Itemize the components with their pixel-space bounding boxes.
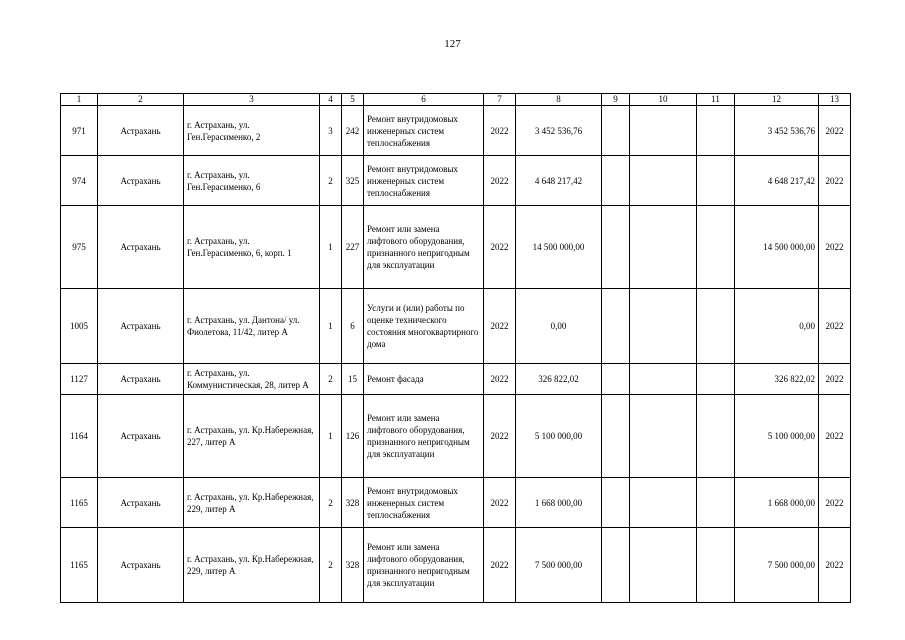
- cell-year: 2022: [484, 289, 516, 364]
- cell-apartments: 227: [342, 206, 364, 289]
- cell-number: 1164: [61, 395, 98, 478]
- cell-address: г. Астрахань, ул. Дантона/ ул. Фиолетова, 11/42, литер А: [184, 289, 320, 364]
- cell-end-year: 2022: [819, 528, 851, 603]
- cell-floors: 2: [320, 364, 342, 395]
- cell-col11: [697, 106, 735, 156]
- cell-apartments: 126: [342, 395, 364, 478]
- cell-number: 1127: [61, 364, 98, 395]
- column-header: 12: [735, 94, 819, 106]
- cell-total: 5 100 000,00: [735, 395, 819, 478]
- cell-apartments: 328: [342, 478, 364, 528]
- cell-floors: 3: [320, 106, 342, 156]
- cell-col11: [697, 395, 735, 478]
- cell-number: 1005: [61, 289, 98, 364]
- cell-address: г. Астрахань, ул. Кр.Набережная, 229, литер А: [184, 478, 320, 528]
- cell-end-year: 2022: [819, 289, 851, 364]
- column-header: 10: [630, 94, 697, 106]
- cell-col10: [630, 478, 697, 528]
- cell-total: 326 822,02: [735, 364, 819, 395]
- cell-year: 2022: [484, 478, 516, 528]
- cell-col10: [630, 106, 697, 156]
- page-number: 127: [444, 38, 461, 50]
- cell-col9: [602, 364, 630, 395]
- cell-apartments: 242: [342, 106, 364, 156]
- cell-col10: [630, 395, 697, 478]
- cell-floors: 2: [320, 478, 342, 528]
- cell-col11: [697, 478, 735, 528]
- cell-year: 2022: [484, 206, 516, 289]
- cell-locality: Астрахань: [98, 364, 184, 395]
- table-row: [61, 364, 851, 395]
- cell-total: 0,00: [735, 289, 819, 364]
- cell-work-type: Ремонт или замена лифтового оборудования, признанного непригодным для эксплуатации: [364, 206, 484, 289]
- cell-work-type: Ремонт внутридомовых инженерных систем теплоснабжения: [364, 156, 484, 206]
- column-header: 2: [98, 94, 184, 106]
- table-row: [61, 106, 851, 156]
- cell-cost: 1 668 000,00: [516, 478, 602, 528]
- cell-locality: Астрахань: [98, 206, 184, 289]
- cell-col10: [630, 528, 697, 603]
- column-header: 6: [364, 94, 484, 106]
- cell-address: г. Астрахань, ул. Ген.Герасименко, 6: [184, 156, 320, 206]
- cell-locality: Астрахань: [98, 289, 184, 364]
- cell-floors: 1: [320, 206, 342, 289]
- column-header: 5: [342, 94, 364, 106]
- column-header: 9: [602, 94, 630, 106]
- cell-cost: 14 500 000,00: [516, 206, 602, 289]
- cell-cost: 7 500 000,00: [516, 528, 602, 603]
- column-header: 1: [61, 94, 98, 106]
- cell-col10: [630, 364, 697, 395]
- cell-address: г. Астрахань, ул. Ген.Герасименко, 6, корп. 1: [184, 206, 320, 289]
- cell-col11: [697, 156, 735, 206]
- cell-end-year: 2022: [819, 206, 851, 289]
- cell-col11: [697, 364, 735, 395]
- cell-work-type: Ремонт фасада: [364, 364, 484, 395]
- cell-cost: 326 822,02: [516, 364, 602, 395]
- cell-locality: Астрахань: [98, 478, 184, 528]
- cell-year: 2022: [484, 106, 516, 156]
- cell-total: 4 648 217,42: [735, 156, 819, 206]
- cell-locality: Астрахань: [98, 395, 184, 478]
- cell-col10: [630, 289, 697, 364]
- cell-col9: [602, 528, 630, 603]
- cell-col11: [697, 528, 735, 603]
- column-header: 7: [484, 94, 516, 106]
- cell-address: г. Астрахань, ул. Кр.Набережная, 229, литер А: [184, 528, 320, 603]
- cell-col9: [602, 106, 630, 156]
- table-row: [61, 395, 851, 478]
- cell-number: 975: [61, 206, 98, 289]
- cell-number: 1165: [61, 478, 98, 528]
- cell-end-year: 2022: [819, 364, 851, 395]
- table-body: [61, 94, 851, 603]
- cell-col9: [602, 289, 630, 364]
- cell-work-type: Ремонт или замена лифтового оборудования, признанного непригодным для эксплуатации: [364, 395, 484, 478]
- cell-locality: Астрахань: [98, 528, 184, 603]
- cell-cost: 5 100 000,00: [516, 395, 602, 478]
- cell-col9: [602, 478, 630, 528]
- cell-col11: [697, 289, 735, 364]
- table-row: [61, 156, 851, 206]
- cell-year: 2022: [484, 528, 516, 603]
- cell-apartments: 15: [342, 364, 364, 395]
- cell-locality: Астрахань: [98, 106, 184, 156]
- cell-address: г. Астрахань, ул. Ген.Герасименко, 2: [184, 106, 320, 156]
- cell-number: 1165: [61, 528, 98, 603]
- cell-work-type: Ремонт внутридомовых инженерных систем теплоснабжения: [364, 106, 484, 156]
- cell-total: 7 500 000,00: [735, 528, 819, 603]
- cell-col9: [602, 156, 630, 206]
- cell-end-year: 2022: [819, 395, 851, 478]
- cell-work-type: Услуги и (или) работы по оценке технического состояния многоквартирного дома: [364, 289, 484, 364]
- cell-number: 971: [61, 106, 98, 156]
- cell-year: 2022: [484, 156, 516, 206]
- cell-total: 1 668 000,00: [735, 478, 819, 528]
- cell-col9: [602, 206, 630, 289]
- column-header: 11: [697, 94, 735, 106]
- cell-total: 3 452 536,76: [735, 106, 819, 156]
- cell-col10: [630, 156, 697, 206]
- cell-col11: [697, 206, 735, 289]
- cell-end-year: 2022: [819, 106, 851, 156]
- cell-col9: [602, 395, 630, 478]
- column-header: 4: [320, 94, 342, 106]
- cell-work-type: Ремонт или замена лифтового оборудования, признанного непригодным для эксплуатации: [364, 528, 484, 603]
- cell-end-year: 2022: [819, 478, 851, 528]
- column-header: 8: [516, 94, 602, 106]
- cell-work-type: Ремонт внутридомовых инженерных систем теплоснабжения: [364, 478, 484, 528]
- column-header: 3: [184, 94, 320, 106]
- cell-floors: 1: [320, 289, 342, 364]
- cell-cost: 4 648 217,42: [516, 156, 602, 206]
- column-number-row: [61, 94, 851, 106]
- cell-apartments: 6: [342, 289, 364, 364]
- data-table: [60, 93, 851, 603]
- table-row: [61, 478, 851, 528]
- cell-total: 14 500 000,00: [735, 206, 819, 289]
- cell-cost: 3 452 536,76: [516, 106, 602, 156]
- cell-floors: 2: [320, 528, 342, 603]
- cell-end-year: 2022: [819, 156, 851, 206]
- table-row: [61, 206, 851, 289]
- cell-cost: 0,00: [516, 289, 602, 364]
- cell-floors: 2: [320, 156, 342, 206]
- cell-floors: 1: [320, 395, 342, 478]
- cell-apartments: 325: [342, 156, 364, 206]
- cell-address: г. Астрахань, ул. Кр.Набережная, 227, литер А: [184, 395, 320, 478]
- cell-apartments: 328: [342, 528, 364, 603]
- cell-year: 2022: [484, 395, 516, 478]
- column-header: 13: [819, 94, 851, 106]
- cell-address: г. Астрахань, ул. Коммунистическая, 28, литер А: [184, 364, 320, 395]
- cell-locality: Астрахань: [98, 156, 184, 206]
- table-row: [61, 289, 851, 364]
- table-row: [61, 528, 851, 603]
- cell-col10: [630, 206, 697, 289]
- cell-year: 2022: [484, 364, 516, 395]
- cell-number: 974: [61, 156, 98, 206]
